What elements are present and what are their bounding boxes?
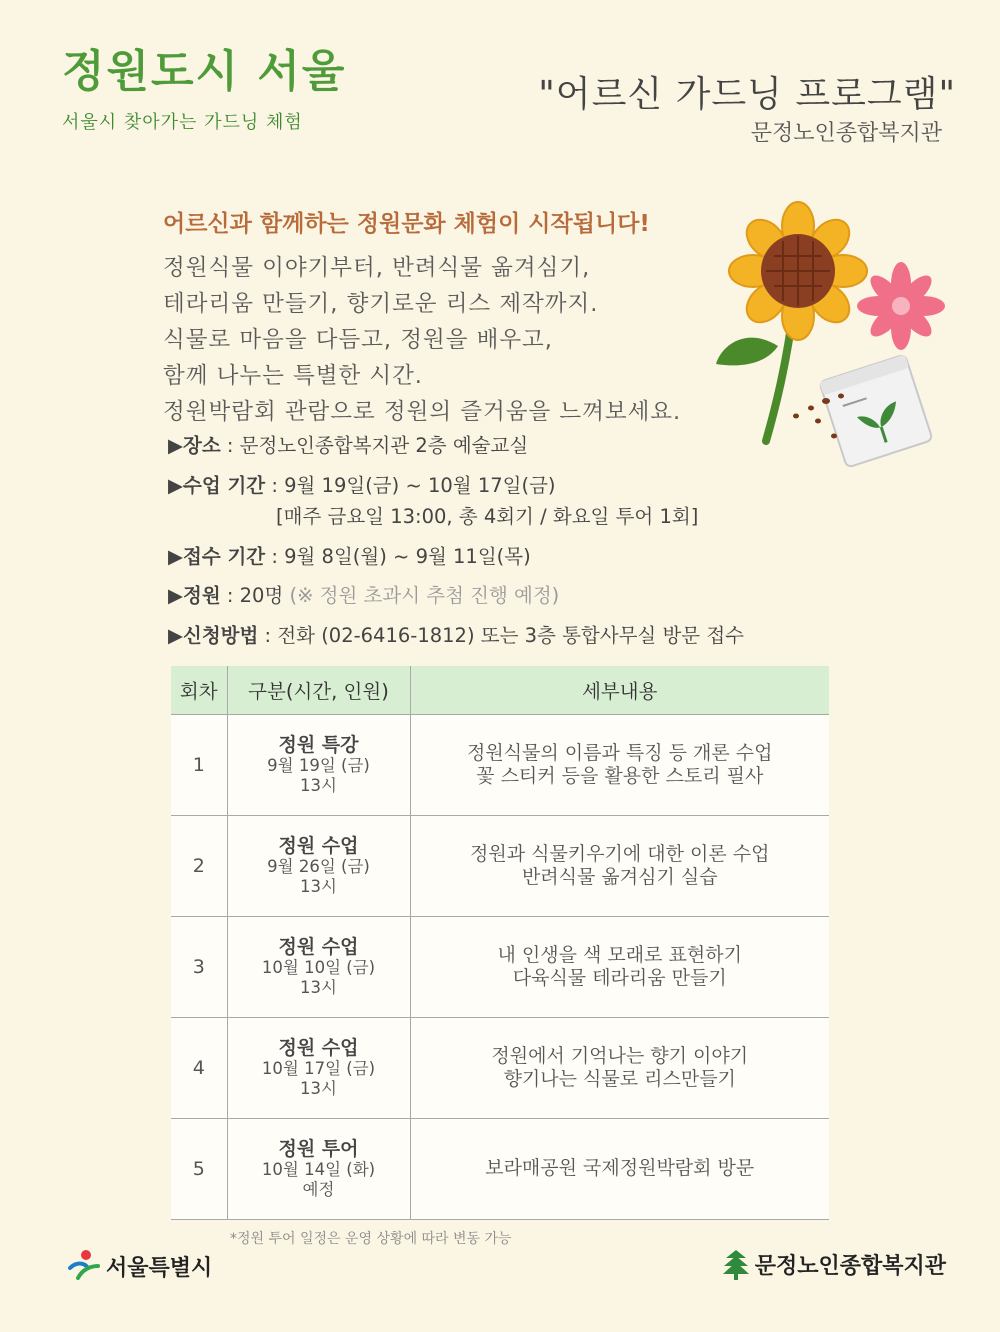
detail-line: 보라매공원 국제정원박람회 방문 — [485, 1157, 755, 1179]
session-division — [227, 916, 410, 1017]
session-number: 1 — [171, 714, 227, 815]
seoul-symbol-icon — [66, 1248, 102, 1284]
session-date: 10월 14일 (화) — [261, 1159, 376, 1179]
table-row — [171, 815, 829, 916]
session-number: 4 — [171, 1017, 227, 1118]
program-organization: 문정노인종합복지관 — [750, 121, 942, 146]
session-title: 정원 수업 — [278, 1036, 359, 1059]
session-number: 2 — [171, 815, 227, 916]
info-registration — [168, 544, 828, 568]
detail-line: 내 인생을 색 모래로 표현하기 — [497, 943, 742, 966]
table-row — [171, 1017, 829, 1118]
info-place — [168, 436, 828, 456]
info-apply — [168, 623, 828, 647]
apply-value: : 전화 (02-6416-1812) 또는 3층 통합사무실 방문 접수 — [258, 623, 744, 647]
tour-footnote: *정원 투어 일정은 운영 상황에 따라 변동 가능 — [230, 1231, 512, 1247]
welfare-center-logo — [723, 1248, 946, 1280]
bullet-icon: ▶ — [168, 544, 183, 568]
sunflower-illustration — [706, 196, 946, 476]
detail-line: 정원과 식물키우기에 대한 이론 수업 — [470, 842, 770, 865]
session-time: 13시 — [300, 1078, 337, 1098]
session-division — [227, 815, 410, 916]
logo-title: 정원도시 서울 — [62, 46, 347, 97]
intro-line: 함께 나누는 특별한 시간. — [163, 363, 423, 389]
session-title: 정원 수업 — [278, 834, 359, 857]
session-date: 9월 19일 (금) — [267, 755, 370, 775]
schedule-table — [171, 666, 829, 1220]
bullet-icon: ▶ — [168, 623, 183, 647]
session-date: 10월 10일 (금) — [261, 957, 376, 977]
header-detail: 세부내용 — [410, 666, 829, 714]
place-label: 장소 — [183, 434, 221, 457]
garden-city-logo — [62, 48, 346, 134]
table-row — [171, 1118, 829, 1219]
session-division — [227, 1017, 410, 1118]
intro-line: 식물로 마음을 다듬고, 정원을 배우고, — [163, 327, 553, 353]
period-label: 수업 기간 — [183, 473, 266, 497]
period-value: : 9월 19일(금) ~ 10월 17일(금) — [265, 473, 556, 497]
seoul-city-name: 서울특별시 — [106, 1255, 213, 1281]
detail-line: 반려식물 옮겨심기 실습 — [521, 865, 718, 888]
table-header-row — [171, 666, 829, 714]
session-number: 3 — [171, 916, 227, 1017]
intro-line: 테라리움 만들기, 향기로운 리스 제작까지. — [163, 291, 599, 317]
table-row — [171, 916, 829, 1017]
seoul-city-logo — [66, 1248, 212, 1284]
session-detail — [410, 1017, 829, 1118]
registration-label: 접수 기간 — [183, 544, 266, 568]
detail-line: 꽃 스티커 등을 활용한 스토리 필사 — [476, 764, 764, 787]
session-division — [227, 714, 410, 815]
program-info — [168, 436, 828, 665]
capacity-note: (※ 정원 초과시 추첨 진행 예정) — [289, 584, 560, 607]
tree-icon — [723, 1248, 749, 1280]
registration-value: : 9월 8일(월) ~ 9월 11일(목) — [265, 544, 531, 568]
detail-line: 다육식물 테라리움 만들기 — [512, 966, 727, 989]
header-session: 회차 — [171, 666, 227, 714]
session-division — [227, 1118, 410, 1219]
detail-line: 향기나는 식물로 리스만들기 — [503, 1067, 736, 1090]
logo-subtitle: 서울시 찾아가는 가드닝 체험 — [62, 112, 303, 134]
intro-headline: 어르신과 함께하는 정원문화 체험이 시작됩니다! — [163, 211, 650, 237]
session-time: 13시 — [300, 775, 337, 795]
session-date: 9월 26일 (금) — [267, 856, 370, 876]
info-period — [168, 473, 828, 497]
intro-section — [163, 205, 743, 430]
table-row — [171, 714, 829, 815]
session-time: 13시 — [300, 977, 337, 997]
period-detail: [매주 금요일 13:00, 총 4회기 / 화요일 투어 1회] — [276, 505, 699, 528]
intro-line: 정원식물 이야기부터, 반려식물 옮겨심기, — [163, 255, 591, 281]
place-value: : 문정노인종합복지관 2층 예술교실 — [220, 434, 529, 457]
capacity-label: 정원 — [183, 584, 221, 607]
session-date: 10월 17일 (금) — [261, 1058, 376, 1078]
bullet-icon: ▶ — [168, 434, 183, 457]
session-title: 정원 수업 — [278, 935, 359, 958]
apply-label: 신청방법 — [183, 623, 259, 647]
capacity-value: : 20명 — [220, 584, 290, 607]
info-capacity — [168, 586, 828, 606]
session-detail — [410, 1118, 829, 1219]
intro-line: 정원박람회 관람으로 정원의 즐거움을 느껴보세요. — [163, 399, 682, 425]
session-title: 정원 특강 — [278, 733, 359, 756]
session-time: 예정 — [302, 1179, 335, 1199]
bullet-icon: ▶ — [168, 584, 183, 607]
session-detail — [410, 714, 829, 815]
header-division: 구분(시간, 인원) — [227, 666, 410, 714]
session-detail — [410, 916, 829, 1017]
session-number: 5 — [171, 1118, 227, 1219]
detail-line: 정원식물의 이름과 특징 등 개론 수업 — [466, 741, 773, 764]
session-time: 13시 — [300, 876, 337, 896]
detail-line: 정원에서 기억나는 향기 이야기 — [491, 1044, 749, 1067]
session-detail — [410, 815, 829, 916]
program-title: "어르신 가드닝 프로그램" — [538, 74, 956, 115]
session-title: 정원 투어 — [278, 1137, 359, 1160]
welfare-center-name: 문정노인종합복지관 — [754, 1253, 946, 1279]
bullet-icon: ▶ — [168, 473, 183, 497]
